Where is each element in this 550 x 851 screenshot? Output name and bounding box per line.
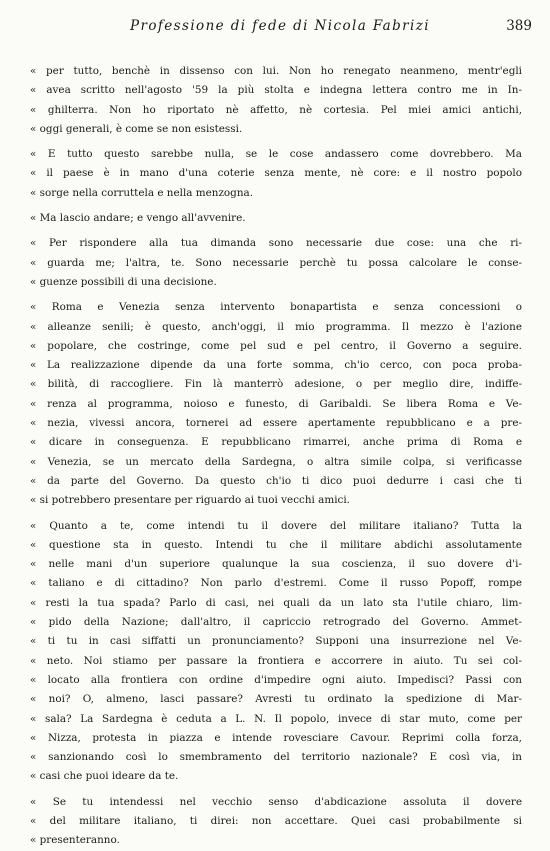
text-line: « guarda me; l'altra, te. Sono necessarie perchè tu possa calcolare le conse- — [30, 256, 522, 269]
text-line: « nelle mani d'un superiore qualunque la sua coscienza, il suo dovere d'i- — [30, 558, 522, 571]
text-line: « Nizza, protesta in piazza e intende rovesciare Cavour. Reprimi colla forza, — [30, 731, 522, 744]
text-line: « casi che puoi ideare da te. — [30, 770, 179, 783]
page-number: 389 — [506, 18, 532, 34]
running-title: Professione di fede di Nicola Fabrizi — [130, 18, 430, 34]
text-line: « sala? La Sardegna è ceduta a L. N. Il popolo, invece di star muto, come per — [30, 712, 522, 725]
paragraph — [30, 298, 522, 510]
text-line: « oggi generali, è come se non esistessi. — [30, 122, 243, 135]
text-line: « sanzionando così lo smembramento del territorio nazionale? E così via, in — [30, 751, 522, 764]
text-line: « pido della Nazione; dall'altro, il capriccio retrogrado del Governo. Ammet- — [30, 616, 522, 629]
text-line: « Ma lascio andare; e vengo all'avvenire. — [30, 212, 246, 225]
text-line: « guenze possibili di una decisione. — [30, 275, 217, 288]
text-line: « neto. Noi stiamo per passare la frontiera e accorrere in aiuto. Tu sei col- — [30, 654, 522, 667]
text-line: « avea scritto nell'agosto '59 la più stolta e indegna lettera contro me in In- — [30, 84, 522, 97]
text-line: « si potrebbero presentare per riguardo ai tuoi vecchi amici. — [30, 494, 350, 507]
text-line: « taliano e di cittadino? Non parlo d'estremi. Come il russo Popoff, rompe — [30, 577, 522, 590]
text-line: « bilità, di raccogliere. Fin là manterrò adesione, o per meglio dire, indiffe- — [30, 378, 522, 391]
page-header — [20, 18, 540, 40]
paragraph — [30, 234, 522, 292]
text-line: « resti la tua spada? Parlo di casi, nei quali da un lato sta l'utile chiaro, lim- — [30, 596, 522, 609]
text-line: « da parte del Governo. Da questo ch'io ti dico puoi dedurre i casi che ti — [30, 474, 522, 487]
paragraph — [30, 793, 522, 851]
text-line: « alleanze senili; è questo, anch'oggi, il mio programma. Il mezzo è l'azione — [30, 320, 522, 333]
text-line: « il paese è in mano d'una coterie senza mente, nè core: e il nostro popolo — [30, 167, 522, 180]
text-line: « Roma e Venezia senza intervento bonapartista e senza concessioni o — [30, 301, 522, 314]
text-line: « Quanto a te, come intendi tu il dovere del militare italiano? Tutta la — [30, 519, 522, 532]
text-line: « nezia, vivessi ancora, tornerei ad essere apertamente repubblicano e a pre- — [30, 417, 522, 430]
text-line: « Se tu intendessi nel vecchio senso d'abdicazione assoluta il dovere — [30, 795, 522, 808]
paragraph — [30, 209, 522, 228]
text-line: « del militare italiano, ti direi: non accettare. Quei casi probabilmente si — [30, 814, 522, 827]
text-line: « presenteranno. — [30, 834, 120, 847]
text-line: « questione sta in questo. Intendi tu che il militare abdichi assolutamente — [30, 538, 522, 551]
text-line: « E tutto questo sarebbe nulla, se le cose andassero come dovrebbero. Ma — [30, 148, 522, 161]
text-line: « Venezia, se un mercato della Sardegna, o altra simile colpa, si verificasse — [30, 455, 522, 468]
text-line: « La realizzazione dipende da una forte somma, ch'io cerco, con poca proba- — [30, 359, 522, 372]
text-line: « dicare in conseguenza. E repubblicano rimarrei, anche prima di Roma e — [30, 436, 522, 449]
text-line: « Per rispondere alla tua dimanda sono necessarie due cose: una che ri- — [30, 237, 522, 250]
text-line: « per tutto, benchè in dissenso con lui. Non ho renegato neanmeno, mentr'egli — [30, 65, 522, 77]
text-line: « ghilterra. Non ho riportato nè affetto, nè cortesia. Pel miei amici antichi, — [30, 103, 522, 116]
page-body — [30, 62, 522, 851]
paragraph — [30, 517, 522, 787]
text-line: « noi? O, almeno, lasci passare? Avresti tu ordinato la spedizione di Mar- — [30, 693, 522, 706]
text-line: « popolare, che costringe, come pel sud e pel centro, il Governo a seguire. — [30, 339, 522, 352]
text-line: « renza al programma, noioso e funesto, di Garibaldi. Se libera Roma e Ve- — [30, 397, 522, 410]
paragraph — [30, 145, 522, 203]
text-line: « sorge nella corruttela e nella menzogna. — [30, 186, 254, 199]
text-line: « ti tu in casi siffatti un pronunciamento? Supponi una insurrezione nel Ve- — [30, 635, 522, 648]
text-line: « locato alla frontiera con ordine d'impedire ogni aiuto. Impedisci? Passi con — [30, 673, 522, 686]
paragraph — [30, 62, 522, 139]
